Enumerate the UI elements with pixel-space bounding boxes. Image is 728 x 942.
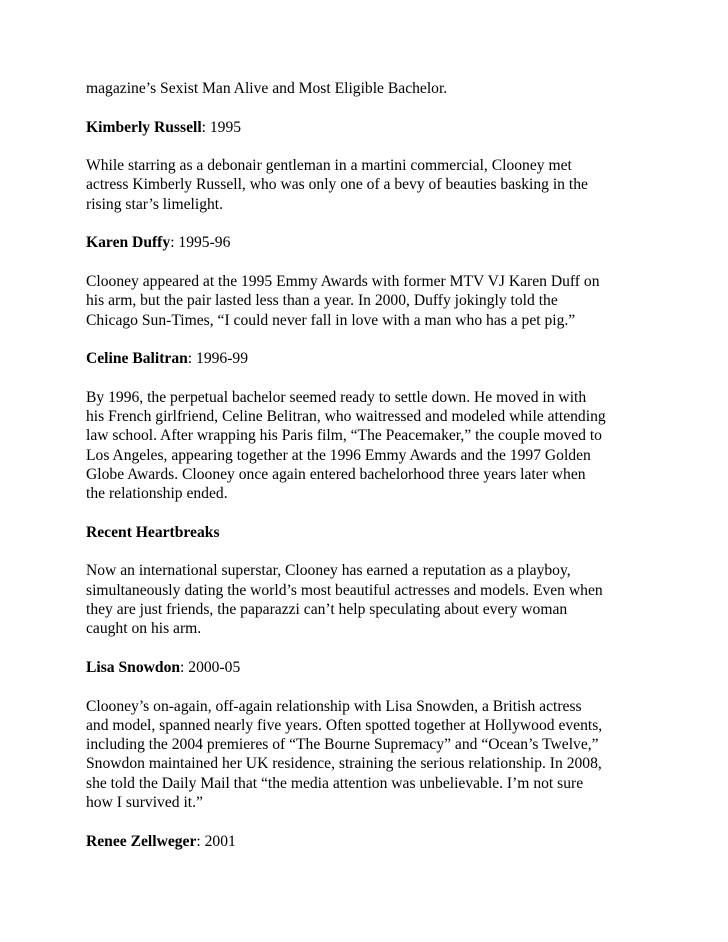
paragraph-kimberly-russell: While starring as a debonair gentleman in a martini commercial, Clooney met actress Kimberly Russell, who was only one of a bevy of beauties basking in the rising star’s limelight. xyxy=(86,157,588,213)
heading-name: Karen Duffy xyxy=(86,234,171,252)
heading-name: Kimberly Russell xyxy=(86,118,202,136)
heading-karen-duffy xyxy=(86,233,666,252)
heading-celine-balitran xyxy=(86,349,666,368)
heading-name: Celine Balitran xyxy=(86,350,188,368)
document-page xyxy=(86,79,666,870)
paragraph-celine-balitran: By 1996, the perpetual bachelor seemed ready to settle down. He moved in with his French girlfriend, Celine Belitran, who waitressed and modeled while attending law school. After wrapping his Paris film, “The Peacemaker,” the couple moved to Los Angeles, appearing together at the 1996 Emmy Awards and the 1997 Golden Globe Awards. Clooney once again entered bachelorhood three years later when the relationship ended. xyxy=(86,388,606,503)
heading-date: : 1995-96 xyxy=(170,234,231,252)
heading-kimberly-russell xyxy=(86,118,666,137)
heading-renee-zellweger xyxy=(86,832,666,851)
paragraph-lisa-snowdon: Clooney’s on-again, off-again relationship with Lisa Snowden, a British actress and model, spanned nearly five years. Often spotted together at Hollywood events, including the 2004 premieres of “The Bourne Supremacy” and “Ocean’s Twelve,” Snowdon maintained her UK residence, straining the serious relationship. In 2008, she told the Daily Mail that “the media attention was unbelievable. I’m not sure how I survived it.” xyxy=(86,697,603,811)
heading-name: Recent Heartbreaks xyxy=(86,523,220,541)
heading-date: : 2000-05 xyxy=(180,658,241,676)
paragraph-karen-duffy: Clooney appeared at the 1995 Emmy Awards with former MTV VJ Karen Duff on his arm, but the pair lasted less than a year. In 2000, Duffy jokingly told the Chicago Sun-Times, “I could never fall in love with a man who has a pet pig.” xyxy=(86,272,600,329)
heading-recent-heartbreaks xyxy=(86,523,666,542)
paragraph-recent-heartbreaks: Now an international superstar, Clooney has earned a reputation as a playboy, simultaneously dating the world’s most beautiful actresses and models. Even when they are just friends, the paparazzi can’t help speculating about every woman caught on his arm. xyxy=(86,562,603,638)
heading-date: : 2001 xyxy=(196,832,236,850)
heading-date: : 1995 xyxy=(201,118,242,136)
heading-lisa-snowdon xyxy=(86,658,666,677)
heading-date: : 1996-99 xyxy=(187,350,249,368)
paragraph-intro: magazine’s Sexist Man Alive and Most Eligible Bachelor. xyxy=(86,80,448,97)
heading-name: Renee Zellweger xyxy=(86,832,197,850)
heading-name: Lisa Snowdon xyxy=(86,658,181,676)
